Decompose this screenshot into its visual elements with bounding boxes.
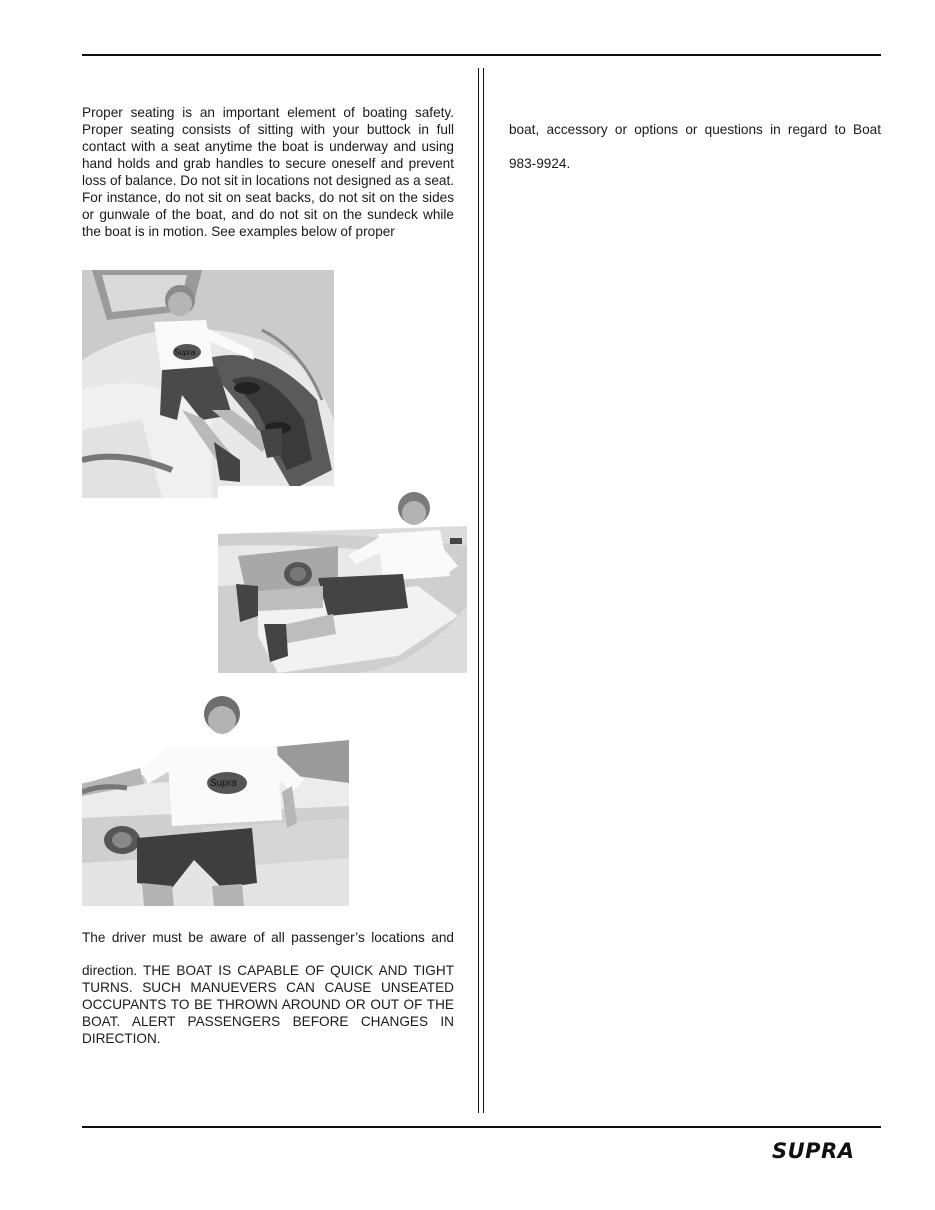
right-column-phone-number: 983-9924.	[509, 156, 571, 171]
supra-logo	[770, 1139, 882, 1161]
right-column-line-boat-accessory: boat, accessory or options or questions in regard to Boat	[509, 122, 881, 137]
photo-seated-stern-bench	[82, 688, 349, 906]
shirt-logo-text: Supra	[174, 348, 196, 357]
shirt-logo-text: Supra	[210, 778, 237, 789]
quick-turn-warning-paragraph: direction. THE BOAT IS CAPABLE OF QUICK AND TIGHT TURNS. SUCH MANUEVERS CAN CAUSE UNSEATED OCCUPANTS TO BE THROWN AROUND OR OUT OF THE BOAT. ALERT PASSENGERS BEFORE CHANGES IN DIRECTION.	[82, 963, 454, 1046]
header-rule	[82, 54, 881, 56]
footer-rule	[82, 1126, 881, 1128]
photo-seated-bow-lounge	[218, 486, 467, 673]
driver-awareness-paragraph: The driver must be aware of all passenger’s locations and	[82, 930, 454, 945]
supra-logo-text: SUPRA	[772, 1139, 855, 1161]
column-divider	[478, 68, 484, 1113]
seating-intro-paragraph: Proper seating is an important element of boating safety. Proper seating consists of sitting with your buttock in full contact with a seat anytime the boat is underway and using hand holds and grab handles to secure oneself and prevent loss of balance. Do not sit in locations not designed as a seat. For instance, do not sit on seat backs, do not sit on the sides or gunwale of the boat, and do not sit on the sundeck while the boat is in motion. See examples below of proper	[82, 105, 454, 239]
photo-seated-bow-corner	[82, 270, 334, 498]
